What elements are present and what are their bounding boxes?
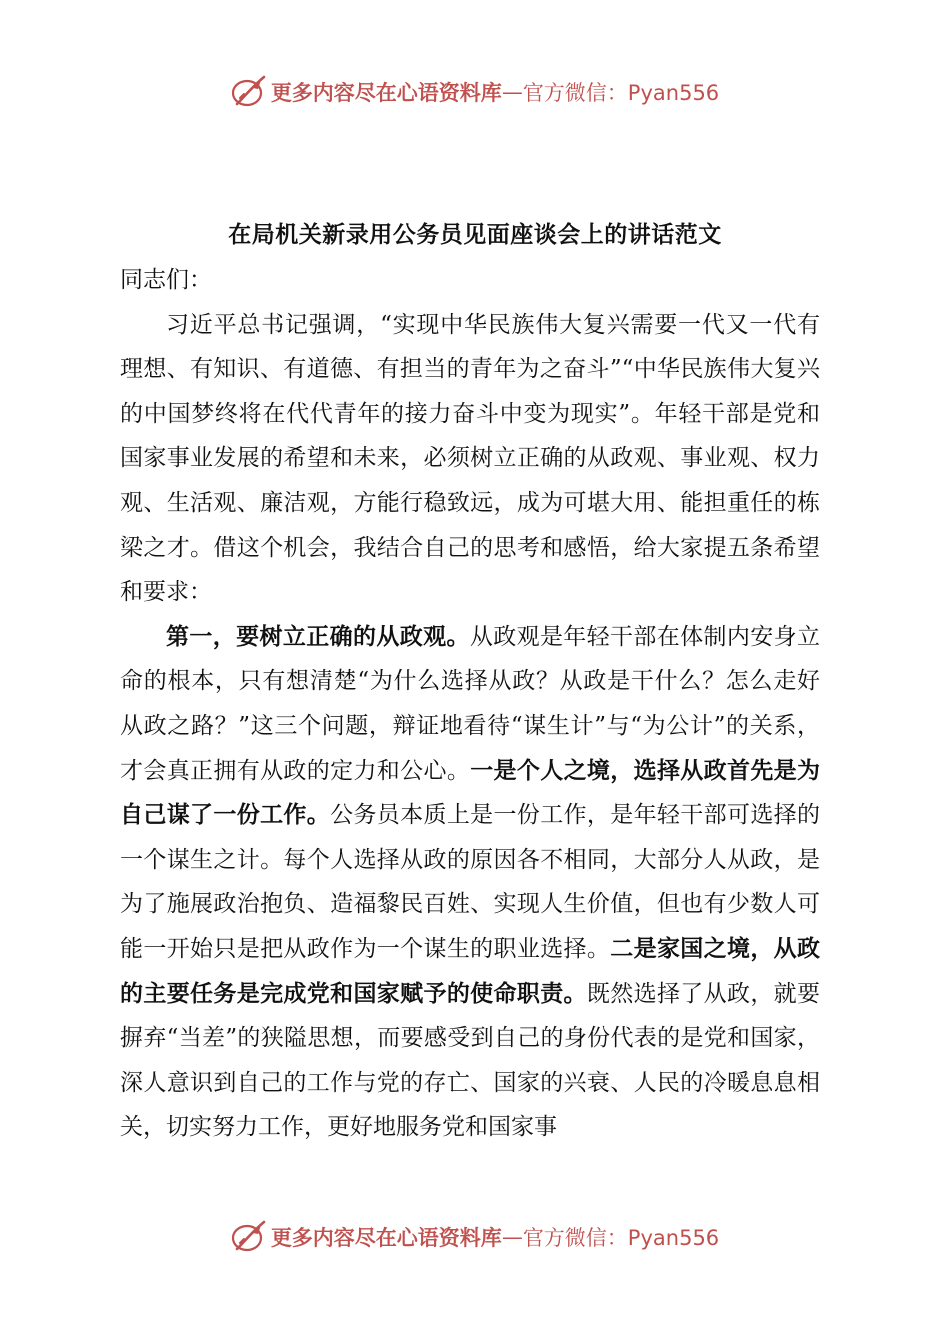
watermark-footer [0,1217,950,1257]
document-body [120,258,820,1150]
document-title: 在局机关新录用公务员见面座谈会上的讲话范文 [228,222,722,248]
point-2-heading: 二是家国之境，从政的主要任务是完成党和国家赋予的使命职责。 [120,935,821,1007]
section-1-text: 从政观是年轻干部在体制内安身立命的根本，只有想清楚“为什么选择从政？从政是干什么？怎么走好从政之路？”这三个问题，辩证地看待“谋生计”与“为公计”的关系，才会真正拥有从政的定力和公心。 [120,623,821,784]
watermark-separator: — [501,1225,523,1249]
watermark-header [0,72,950,112]
point-1-text: 公务员本质上是一份工作，是年轻干部可选择的一个谋生之计。每个人选择从政的原因各不相同，大部分人从政，是为了施展政治抱负、造福黎民百姓、实现人生价值，但也有少数人可能一开始只是把从政作为一个谋生的职业选择。 [120,802,821,962]
section-1-paragraph [120,615,820,1150]
quill-logo-icon [231,1219,267,1255]
intro-paragraph: 习近平总书记强调，“实现中华民族伟大复兴需要一代又一代有理想、有知识、有道德、有担当的青年为之奋斗”“中华民族伟大复兴的中国梦终将在代代青年的接力奋斗中变为现实”。年轻干部是党和国家事业发展的希望和未来，必须树立正确的从政观、事业观、权力观、生活观、廉洁观，方能行稳致远，成为可堪大用、能担重任的栋梁之才。借这个机会，我结合自己的思考和感悟，给大家提五条希望和要求： [120,311,820,606]
quill-logo-icon [231,74,267,110]
watermark-contact: 官方微信：Pyan556 [522,1226,720,1250]
watermark-brand: 更多内容尽在心语资料库 [270,80,502,105]
salutation: 同志们： [120,267,212,293]
watermark-brand: 更多内容尽在心语资料库 [270,1225,502,1250]
watermark-contact: 官方微信：Pyan556 [522,81,720,105]
point-2-text: 既然选择了从政，就要摒弃“当差”的狭隘思想，而要感受到自己的身份代表的是党和国家，深人意识到自己的工作与党的存亡、国家的兴衰、人民的冷暖息息相关，切实努力工作，更好地服务党和国家事 [120,980,821,1141]
watermark-separator: — [501,80,523,104]
section-1-heading: 第一，要树立正确的从政观。 [166,623,470,650]
point-1-heading: 一是个人之境，选择从政首先是为自己谋了一份工作。 [120,757,821,829]
